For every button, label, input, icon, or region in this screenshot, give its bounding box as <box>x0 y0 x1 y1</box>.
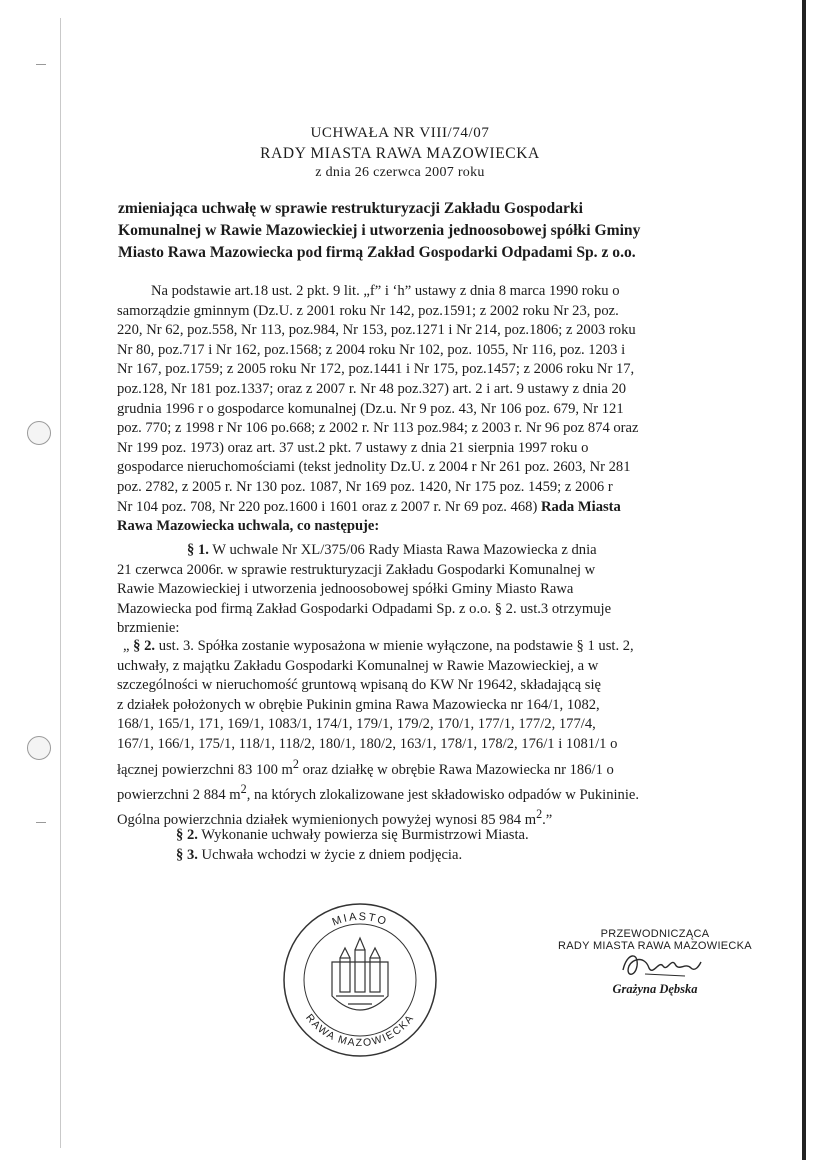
quoted-line: szczególności w nieruchomość gruntową wpisaną do KW Nr 19642, składającą się <box>117 677 602 694</box>
quoted-line <box>117 637 639 657</box>
paragraph-1-line: 21 czerwca 2006r. w sprawie restrukturyzacji Zakładu Gospodarki Komunalnej w <box>117 561 596 578</box>
preamble-line: 220, Nr 62, poz.558, Nr 113, poz.984, Nr 153, poz.1271 i Nr 214, poz.1806; z 2003 roku <box>117 322 636 339</box>
punch-hole <box>27 421 51 445</box>
preamble-line: poz.128, Nr 181 poz.1337; oraz z 2007 r. Nr 48 poz.327) art. 2 i art. 9 ustawy z dnia 20 <box>117 380 627 397</box>
quote-open: „ <box>123 638 130 654</box>
paragraph-1-line: Rawie Mazowieckiej i utworzenia jednoosobowej spółki Gminy Miasto Rawa <box>117 581 574 598</box>
scan-right-edge <box>802 0 806 1160</box>
preamble-line: Nr 167, poz.1759; z 2005 roku Nr 172, poz.1441 i Nr 175, poz.1457; z 2006 roku Nr 17, <box>117 361 635 378</box>
quoted-text: oraz działkę w obrębie Rawa Mazowiecka nr 186/1 o <box>298 761 614 778</box>
signatory-name: Grażyna Dębska <box>612 982 698 996</box>
signature-organization: RADY MIASTA RAWA MAZOWIECKA <box>558 940 752 952</box>
preamble-line: grudnia 1996 r o gospodarce komunalnej (Dz.u. Nr 9 poz. 43, Nr 106 poz. 679, Nr 121 <box>117 400 624 417</box>
quoted-line: uchwały, z majątku Zakładu Gospodarki Komunalnej w Rawie Mazowieckiej, a w <box>117 657 599 674</box>
town-seal <box>280 900 440 1060</box>
subject-line: Miasto Rawa Mazowiecka pod firmą Zakład Gospodarki Odpadami Sp. z o.o. <box>118 244 636 261</box>
scan-mark <box>36 822 46 823</box>
preamble-line <box>117 498 639 518</box>
quoted-line <box>117 780 639 805</box>
seal-outer-ring <box>284 904 436 1056</box>
signature-block <box>555 928 755 997</box>
preamble-line-text: Nr 104 poz. 708, Nr 220 poz.1600 i 1601 oraz z 2007 r. Nr 69 poz. 468) <box>117 498 538 515</box>
unit-exponent: 2 <box>292 756 299 771</box>
quoted-text: powierzchni 2 884 m <box>117 786 241 803</box>
signature-title: PRZEWODNICZĄCA <box>600 928 710 940</box>
paragraph-3-text: Uchwała wchodzi w życie z dniem podjęcia. <box>201 847 463 863</box>
quoted-text: Ogólna powierzchnia działek wymienionych powyżej wynosi 85 984 m <box>117 812 537 829</box>
quoted-line: z działek położonych w obrębie Pukinin gmina Rawa Mazowiecka nr 164/1, 1082, <box>117 696 600 713</box>
preamble-enactment: Rada Miasta <box>540 498 621 515</box>
seal-text-top: MIASTO <box>330 910 390 929</box>
seal-inner-ring <box>304 924 416 1036</box>
quoted-amendment <box>117 637 639 831</box>
subject-line: Komunalnej w Rawie Mazowieckiej i utworzenia jednoosobowej spółki Gminy <box>118 222 641 239</box>
paragraph-mark: § 2. <box>133 638 156 654</box>
paragraph-2 <box>176 826 529 846</box>
quoted-text: łącznej powierzchni 83 100 m <box>117 761 293 778</box>
paragraph-1-line <box>117 541 611 561</box>
quoted-line: 167/1, 166/1, 175/1, 118/1, 118/2, 180/1, 180/2, 163/1, 178/1, 178/2, 176/1 i 1081/1 o <box>117 735 618 752</box>
paragraph-mark: § 3. <box>176 847 198 863</box>
handwritten-signature <box>615 946 705 986</box>
quoted-text: .” <box>542 812 553 829</box>
castle-icon <box>332 938 388 1010</box>
resolution-date: z dnia 26 czerwca 2007 roku <box>315 165 485 180</box>
paragraph-mark: § 2. <box>176 827 198 843</box>
scan-left-edge <box>60 18 61 1148</box>
preamble-line: poz. 2782, z 2005 r. Nr 130 poz. 1087, Nr 169 poz. 1420, Nr 175 poz. 1459; z 2006 r <box>117 478 613 495</box>
preamble-line: Na podstawie art.18 ust. 2 pkt. 9 lit. „f” i ‘h” ustawy z dnia 8 marca 1990 roku o <box>151 283 620 299</box>
paragraph-1-line: brzmienie: <box>117 620 180 637</box>
resolution-number: UCHWAŁA NR VIII/74/07 <box>310 125 490 141</box>
preamble-line: samorządzie gminnym (Dz.U. z 2001 roku Nr 142, poz.1591; z 2002 roku Nr 23, poz. <box>117 302 619 319</box>
paragraph-1-text: W uchwale Nr XL/375/06 Rady Miasta Rawa Mazowiecka z dnia <box>212 542 597 558</box>
scan-mark <box>36 64 46 65</box>
quoted-line: 168/1, 165/1, 171, 169/1, 1083/1, 174/1, 179/1, 179/2, 170/1, 177/1, 177/2, 177/4, <box>117 716 596 733</box>
preamble-enactment-line: Rawa Mazowiecka uchwala, co następuje: <box>117 518 380 535</box>
paragraph-1 <box>117 541 611 639</box>
unit-exponent: 2 <box>536 807 543 822</box>
preamble-line: Nr 80, poz.717 i Nr 162, poz.1568; z 2004 roku Nr 102, poz. 1055, Nr 116, poz. 1203 i <box>117 341 626 358</box>
preamble-line: poz. 770; z 1998 r Nr 106 po.668; z 2002 r. Nr 113 poz.984; z 2003 r. Nr 96 poz 874 oraz <box>117 420 639 437</box>
quoted-text: , na których zlokalizowane jest składowisko odpadów w Pukininie. <box>246 786 640 803</box>
paragraph-1-line: Mazowiecka pod firmą Zakład Gospodarki Odpadami Sp. z o.o. § 2. ust.3 otrzymuje <box>117 600 612 617</box>
preamble <box>117 282 639 537</box>
punch-hole <box>27 736 51 760</box>
council-name: RADY MIASTA RAWA MAZOWIECKA <box>260 145 540 162</box>
unit-exponent: 2 <box>240 782 247 797</box>
paragraph-2-text: Wykonanie uchwały powierza się Burmistrzowi Miasta. <box>201 827 529 843</box>
paragraph-mark: § 1. <box>187 542 209 558</box>
paragraph-3 <box>176 846 462 866</box>
preamble-line: Nr 199 poz. 1973) oraz art. 37 ust.2 pkt. 7 ustawy z dnia 21 sierpnia 1997 roku o <box>117 439 589 456</box>
preamble-line: gospodarce nieruchomościami (tekst jednolity Dz.U. z 2004 r Nr 261 poz. 2603, Nr 281 <box>117 459 631 476</box>
quoted-line <box>117 755 639 780</box>
subject-line: zmieniająca uchwałę w sprawie restrukturyzacji Zakładu Gospodarki <box>118 200 583 217</box>
quoted-text: ust. 3. Spółka zostanie wyposażona w mienie wyłączone, na podstawie § 1 ust. 2, <box>158 638 634 654</box>
seal-text-bottom: RAWA MAZOWIECKA <box>303 1011 417 1050</box>
resolution-subject <box>118 198 758 264</box>
